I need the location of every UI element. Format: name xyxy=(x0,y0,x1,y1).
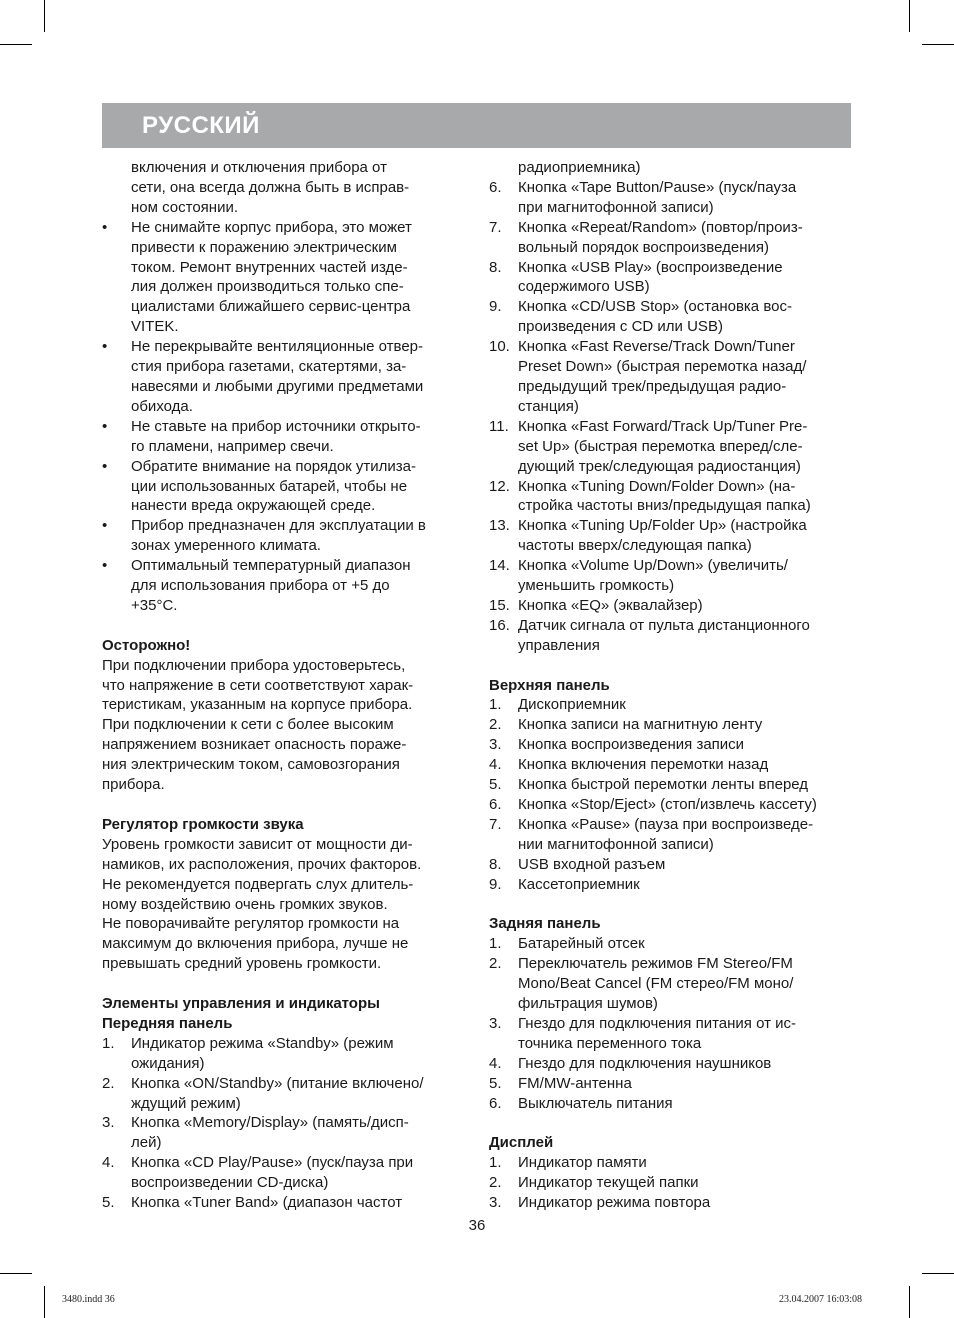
item-text-line: Не ставьте на прибор источники открыто- xyxy=(131,417,421,435)
spacer xyxy=(489,1113,851,1133)
item-text-line: воспроизведении CD-диска) xyxy=(131,1174,329,1192)
safety-bullet xyxy=(102,457,470,517)
item-text-line: циалистами ближайшего сервис-центра xyxy=(131,298,411,316)
item-number: 2. xyxy=(489,716,502,734)
spacer xyxy=(102,616,470,636)
top-panel-item xyxy=(489,775,851,795)
item-text-line: Прибор предназначен для эксплуатации в xyxy=(131,517,426,535)
item-text-line: USB входной разъем xyxy=(518,855,666,873)
item-text-line: частоты вверх/следующая папка) xyxy=(518,537,752,555)
top-panel-item xyxy=(489,695,851,715)
item-text-line: Индикатор текущей папки xyxy=(518,1174,699,1192)
crop-mark xyxy=(909,1286,910,1318)
rear-panel-item xyxy=(489,1014,851,1054)
item-text-line: Выключатель питания xyxy=(518,1094,673,1112)
item-text-line: VITEK. xyxy=(131,318,179,336)
front-panel-item xyxy=(489,477,851,517)
item-text-line: при магнитофонной записи) xyxy=(518,198,714,216)
item-number: 9. xyxy=(489,298,502,316)
item-text-line: предыдущий трек/предыдущая радио- xyxy=(518,377,787,395)
item-number: 10. xyxy=(489,338,510,356)
item-text-line: уменьшить громкость) xyxy=(518,577,675,595)
caution-text-line: При подключении к сети с более высоким xyxy=(102,716,394,734)
safety-bullet xyxy=(102,417,470,457)
item-text-line: навесями и любыми другими предметами xyxy=(131,377,424,395)
item-text-line: зонах умеренного климата. xyxy=(131,537,321,555)
item-number: 1. xyxy=(489,1154,502,1172)
item-number: 2. xyxy=(489,955,502,973)
item-number: 4. xyxy=(489,756,502,774)
top-panel-item xyxy=(489,855,851,875)
volume-text-line: Не рекомендуется подвергать слух длитель- xyxy=(102,875,414,893)
item-text-line: Кнопка быстрой перемотки ленты вперед xyxy=(518,776,809,794)
item-number: 16. xyxy=(489,616,510,634)
item-number: 3. xyxy=(489,736,502,754)
item-text-line: Кнопка «Volume Up/Down» (увеличить/ xyxy=(518,557,788,575)
front-panel-item xyxy=(489,337,851,417)
item-number: 3. xyxy=(489,1194,502,1212)
item-text-line: Кнопка «Fast Reverse/Track Down/Tuner xyxy=(518,338,795,356)
bullet-marker: • xyxy=(102,557,108,575)
item-text-line: Кнопка записи на магнитную ленту xyxy=(518,716,763,734)
item-text-line: нанести вреда окружающей среде. xyxy=(131,497,376,515)
language-header-bar xyxy=(102,103,851,148)
item-number: 1. xyxy=(489,935,502,953)
item-number: 14. xyxy=(489,557,510,575)
item-number: 1. xyxy=(489,696,502,714)
bullet-marker: • xyxy=(102,457,108,475)
front-panel-item xyxy=(489,556,851,596)
item-number: 5. xyxy=(489,776,502,794)
item-number: 15. xyxy=(489,596,510,614)
front-panel-item xyxy=(489,218,851,258)
item-text-line: обихода. xyxy=(131,397,193,415)
caution-heading: Осторожно! xyxy=(102,636,191,654)
crop-mark xyxy=(909,0,910,32)
item-text-line: Кассетоприемник xyxy=(518,875,640,893)
safety-bullet xyxy=(102,556,470,616)
front-panel-item xyxy=(489,297,851,337)
item-text-line: нии магнитофонной записи) xyxy=(518,835,714,853)
crop-mark xyxy=(44,0,45,32)
crop-mark xyxy=(922,44,954,45)
item-number: 13. xyxy=(489,517,510,535)
item-text-line: Кнопка «CD/USB Stop» (остановка вос- xyxy=(518,298,792,316)
item-number: 7. xyxy=(489,218,502,236)
caution-text-line: ния электрическим током, самовозгорания xyxy=(102,756,400,774)
bullet-marker: • xyxy=(102,517,108,535)
front-panel-item xyxy=(489,417,851,477)
crop-mark xyxy=(0,1273,32,1274)
item-text-line: Preset Down» (быстрая перемотка назад/ xyxy=(518,358,807,376)
safety-bullet xyxy=(102,516,470,556)
caution-text-line: При подключении прибора удостоверьтесь, xyxy=(102,656,406,674)
top-panel-heading: Верхняя панель xyxy=(489,676,610,694)
item-text-line: дующий трек/следующая радиостанция) xyxy=(518,457,801,475)
item-text-line: стройка частоты вниз/предыдущая папка) xyxy=(518,497,811,515)
item-text-line: лей) xyxy=(131,1134,162,1152)
rear-panel-heading: Задняя панель xyxy=(489,915,601,933)
item-text-line: Кнопка «USB Play» (воспроизведение xyxy=(518,258,783,276)
front-panel-item xyxy=(102,1193,470,1213)
item-text-line: вольный порядок воспроизведения) xyxy=(518,238,769,256)
text-line: сети, она всегда должна быть в исправ- xyxy=(131,178,410,196)
front-panel-item xyxy=(489,258,851,298)
item-number: 4. xyxy=(489,1054,502,1072)
rear-panel-item xyxy=(489,1094,851,1114)
caution-text-line: теристикам, указанным на корпусе прибора. xyxy=(102,696,413,714)
item-text-line: произведения с CD или USB) xyxy=(518,318,723,336)
item-text-line: Кнопка «Memory/Display» (память/дисп- xyxy=(131,1114,409,1132)
spacer xyxy=(489,656,851,676)
item-number: 2. xyxy=(102,1074,115,1092)
top-panel-item xyxy=(489,795,851,815)
front-panel-item xyxy=(102,1074,470,1114)
bullet-marker: • xyxy=(102,417,108,435)
display-heading: Дисплей xyxy=(489,1134,554,1152)
item-text-line: Кнопка «Tuning Down/Folder Down» (на- xyxy=(518,477,796,495)
spacer xyxy=(102,974,470,994)
item-text-line: Кнопка «Pause» (пауза при воспроизведе- xyxy=(518,815,814,833)
left-column xyxy=(102,158,470,1213)
item-text-line: лия должен производиться только спе- xyxy=(131,278,404,296)
safety-bullet xyxy=(102,218,470,337)
item-text-line: ожидания) xyxy=(131,1054,205,1072)
front-panel-item xyxy=(489,516,851,556)
bullet-marker: • xyxy=(102,338,108,356)
item-number: 5. xyxy=(102,1194,115,1212)
item-text-line: фильтрация шумов) xyxy=(518,995,658,1013)
item-text-line: Кнопка «EQ» (эквалайзер) xyxy=(518,596,703,614)
item-text-line: Гнездо для подключения питания от ис- xyxy=(518,1014,797,1032)
item-text-line: Кнопка «Repeat/Random» (повтор/произ- xyxy=(518,218,803,236)
item-text-line: привести к поражению электрическим xyxy=(131,238,397,256)
item-text-line: станция) xyxy=(518,397,579,415)
item-text-line: Индикатор режима повтора xyxy=(518,1194,711,1212)
item-text-line: Кнопка воспроизведения записи xyxy=(518,736,745,754)
item-text-line: Датчик сигнала от пульта дистанционного xyxy=(518,616,810,634)
item-text-line: Индикатор памяти xyxy=(518,1154,647,1172)
item-text-line: для использования прибора от +5 до xyxy=(131,577,390,595)
rear-panel-item xyxy=(489,1054,851,1074)
item-text-line: Обратите внимание на порядок утилиза- xyxy=(131,457,417,475)
item-text-line: Кнопка «Tuner Band» (диапазон частот xyxy=(131,1194,403,1212)
item-text-line: Батарейный отсек xyxy=(518,935,645,953)
item-text-line: FM/MW-антенна xyxy=(518,1074,632,1092)
safety-bullet xyxy=(102,337,470,417)
caution-text-line: что напряжение в сети соответствуют харак- xyxy=(102,676,414,694)
item-text-line: содержимого USB) xyxy=(518,278,650,296)
front-panel-item xyxy=(102,1113,470,1153)
top-panel-item xyxy=(489,875,851,895)
display-item xyxy=(489,1153,851,1173)
item-text-line: Индикатор режима «Standby» (режим xyxy=(131,1034,394,1052)
rear-panel-item xyxy=(489,934,851,954)
item-number: 6. xyxy=(489,178,502,196)
item-number: 8. xyxy=(489,855,502,873)
continued-paragraph xyxy=(102,158,470,218)
item-number: 12. xyxy=(489,477,510,495)
item-text-line: Кнопка «ON/Standby» (питание включено/ xyxy=(131,1074,424,1092)
top-panel-item xyxy=(489,755,851,775)
text-line: включения и отключения прибора от xyxy=(131,159,387,176)
item-text-line: точника переменного тока xyxy=(518,1034,702,1052)
footer-file: 3480.indd 36 xyxy=(62,1294,115,1305)
footer-datetime: 23.04.2007 16:03:08 xyxy=(779,1294,863,1305)
front-panel-item xyxy=(102,1034,470,1074)
item-number: 2. xyxy=(489,1174,502,1192)
item-number: 6. xyxy=(489,1094,502,1112)
rear-panel-item xyxy=(489,954,851,1014)
front-panel-item xyxy=(489,616,851,656)
top-panel-item xyxy=(489,735,851,755)
item-number: 4. xyxy=(102,1154,115,1172)
item-text-line: Дископриемник xyxy=(518,696,626,714)
item-text-line: Кнопка «Tuning Up/Folder Up» (настройка xyxy=(518,517,807,535)
caution-text-line: прибора. xyxy=(102,776,165,794)
volume-text-line: превышать средний уровень громкости. xyxy=(102,955,382,973)
item-text-line: Переключатель режимов FM Stereo/FM xyxy=(518,955,793,973)
item-number: 5. xyxy=(489,1074,502,1092)
volume-text-line: Не поворачивайте регулятор громкости на xyxy=(102,915,400,933)
item-text-line: го пламени, например свечи. xyxy=(131,437,334,455)
crop-mark xyxy=(922,1273,954,1274)
volume-heading: Регулятор громкости звука xyxy=(102,815,304,833)
item-text-line: током. Ремонт внутренних частей изде- xyxy=(131,258,408,276)
bullet-marker: • xyxy=(102,218,108,236)
item-text-line: Кнопка «Tape Button/Pause» (пуск/пауза xyxy=(518,178,797,196)
front-panel-item xyxy=(102,1153,470,1193)
front-panel-item xyxy=(489,178,851,218)
continued-item-text xyxy=(489,158,851,178)
item-text-line: Не перекрывайте вентиляционные отвер- xyxy=(131,338,423,356)
item-text-line: Mono/Beat Cancel (FM стерео/FM моно/ xyxy=(518,975,794,993)
item-text-line: Кнопка включения перемотки назад xyxy=(518,756,769,774)
text-line: ном состоянии. xyxy=(131,198,238,216)
item-number: 9. xyxy=(489,875,502,893)
item-text-line: Кнопка «CD Play/Pause» (пуск/пауза при xyxy=(131,1154,414,1172)
volume-text-line: максимум до включения прибора, лучше не xyxy=(102,935,409,953)
crop-mark xyxy=(0,44,32,45)
front-panel-heading: Передняя панель xyxy=(102,1014,233,1032)
item-text-line: Кнопка «Stop/Eject» (стоп/извлечь кассету) xyxy=(518,795,817,813)
crop-mark xyxy=(44,1286,45,1318)
top-panel-item xyxy=(489,815,851,855)
top-panel-item xyxy=(489,715,851,735)
item-text-line: ции использованных батарей, чтобы не xyxy=(131,477,408,495)
caution-text-line: напряжением возникает опасность пораже- xyxy=(102,736,407,754)
item-text-line: +35°С. xyxy=(131,596,178,614)
text-line: радиоприемника) xyxy=(518,159,641,176)
item-text-line: управления xyxy=(518,636,600,654)
language-title: РУССКИЙ xyxy=(142,112,260,139)
item-number: 3. xyxy=(489,1014,502,1032)
item-number: 7. xyxy=(489,815,502,833)
page-number: 36 xyxy=(468,1217,486,1234)
right-column xyxy=(489,158,851,1213)
spacer xyxy=(489,895,851,915)
item-text-line: стия прибора газетами, скатертями, за- xyxy=(131,358,407,376)
display-item xyxy=(489,1173,851,1193)
item-number: 8. xyxy=(489,258,502,276)
item-text-line: Кнопка «Fast Forward/Track Up/Tuner Pre- xyxy=(518,417,808,435)
volume-text-line: Уровень громкости зависит от мощности ди- xyxy=(102,835,413,853)
volume-text-line: ному воздействию очень громких звуков. xyxy=(102,895,388,913)
volume-text-line: намиков, их расположения, прочих факторов. xyxy=(102,855,422,873)
item-text-line: Оптимальный температурный диапазон xyxy=(131,557,411,575)
item-text-line: ждущий режим) xyxy=(131,1094,241,1112)
item-number: 11. xyxy=(489,417,509,435)
rear-panel-item xyxy=(489,1074,851,1094)
item-text-line: Не снимайте корпус прибора, это может xyxy=(131,218,412,236)
spacer xyxy=(102,795,470,815)
display-item xyxy=(489,1193,851,1213)
item-number: 6. xyxy=(489,795,502,813)
controls-heading: Элементы управления и индикаторы xyxy=(102,995,380,1013)
front-panel-item xyxy=(489,596,851,616)
item-text-line: set Up» (быстрая перемотка вперед/сле- xyxy=(518,437,803,455)
item-number: 1. xyxy=(102,1034,115,1052)
item-number: 3. xyxy=(102,1114,115,1132)
item-text-line: Гнездо для подключения наушников xyxy=(518,1054,772,1072)
